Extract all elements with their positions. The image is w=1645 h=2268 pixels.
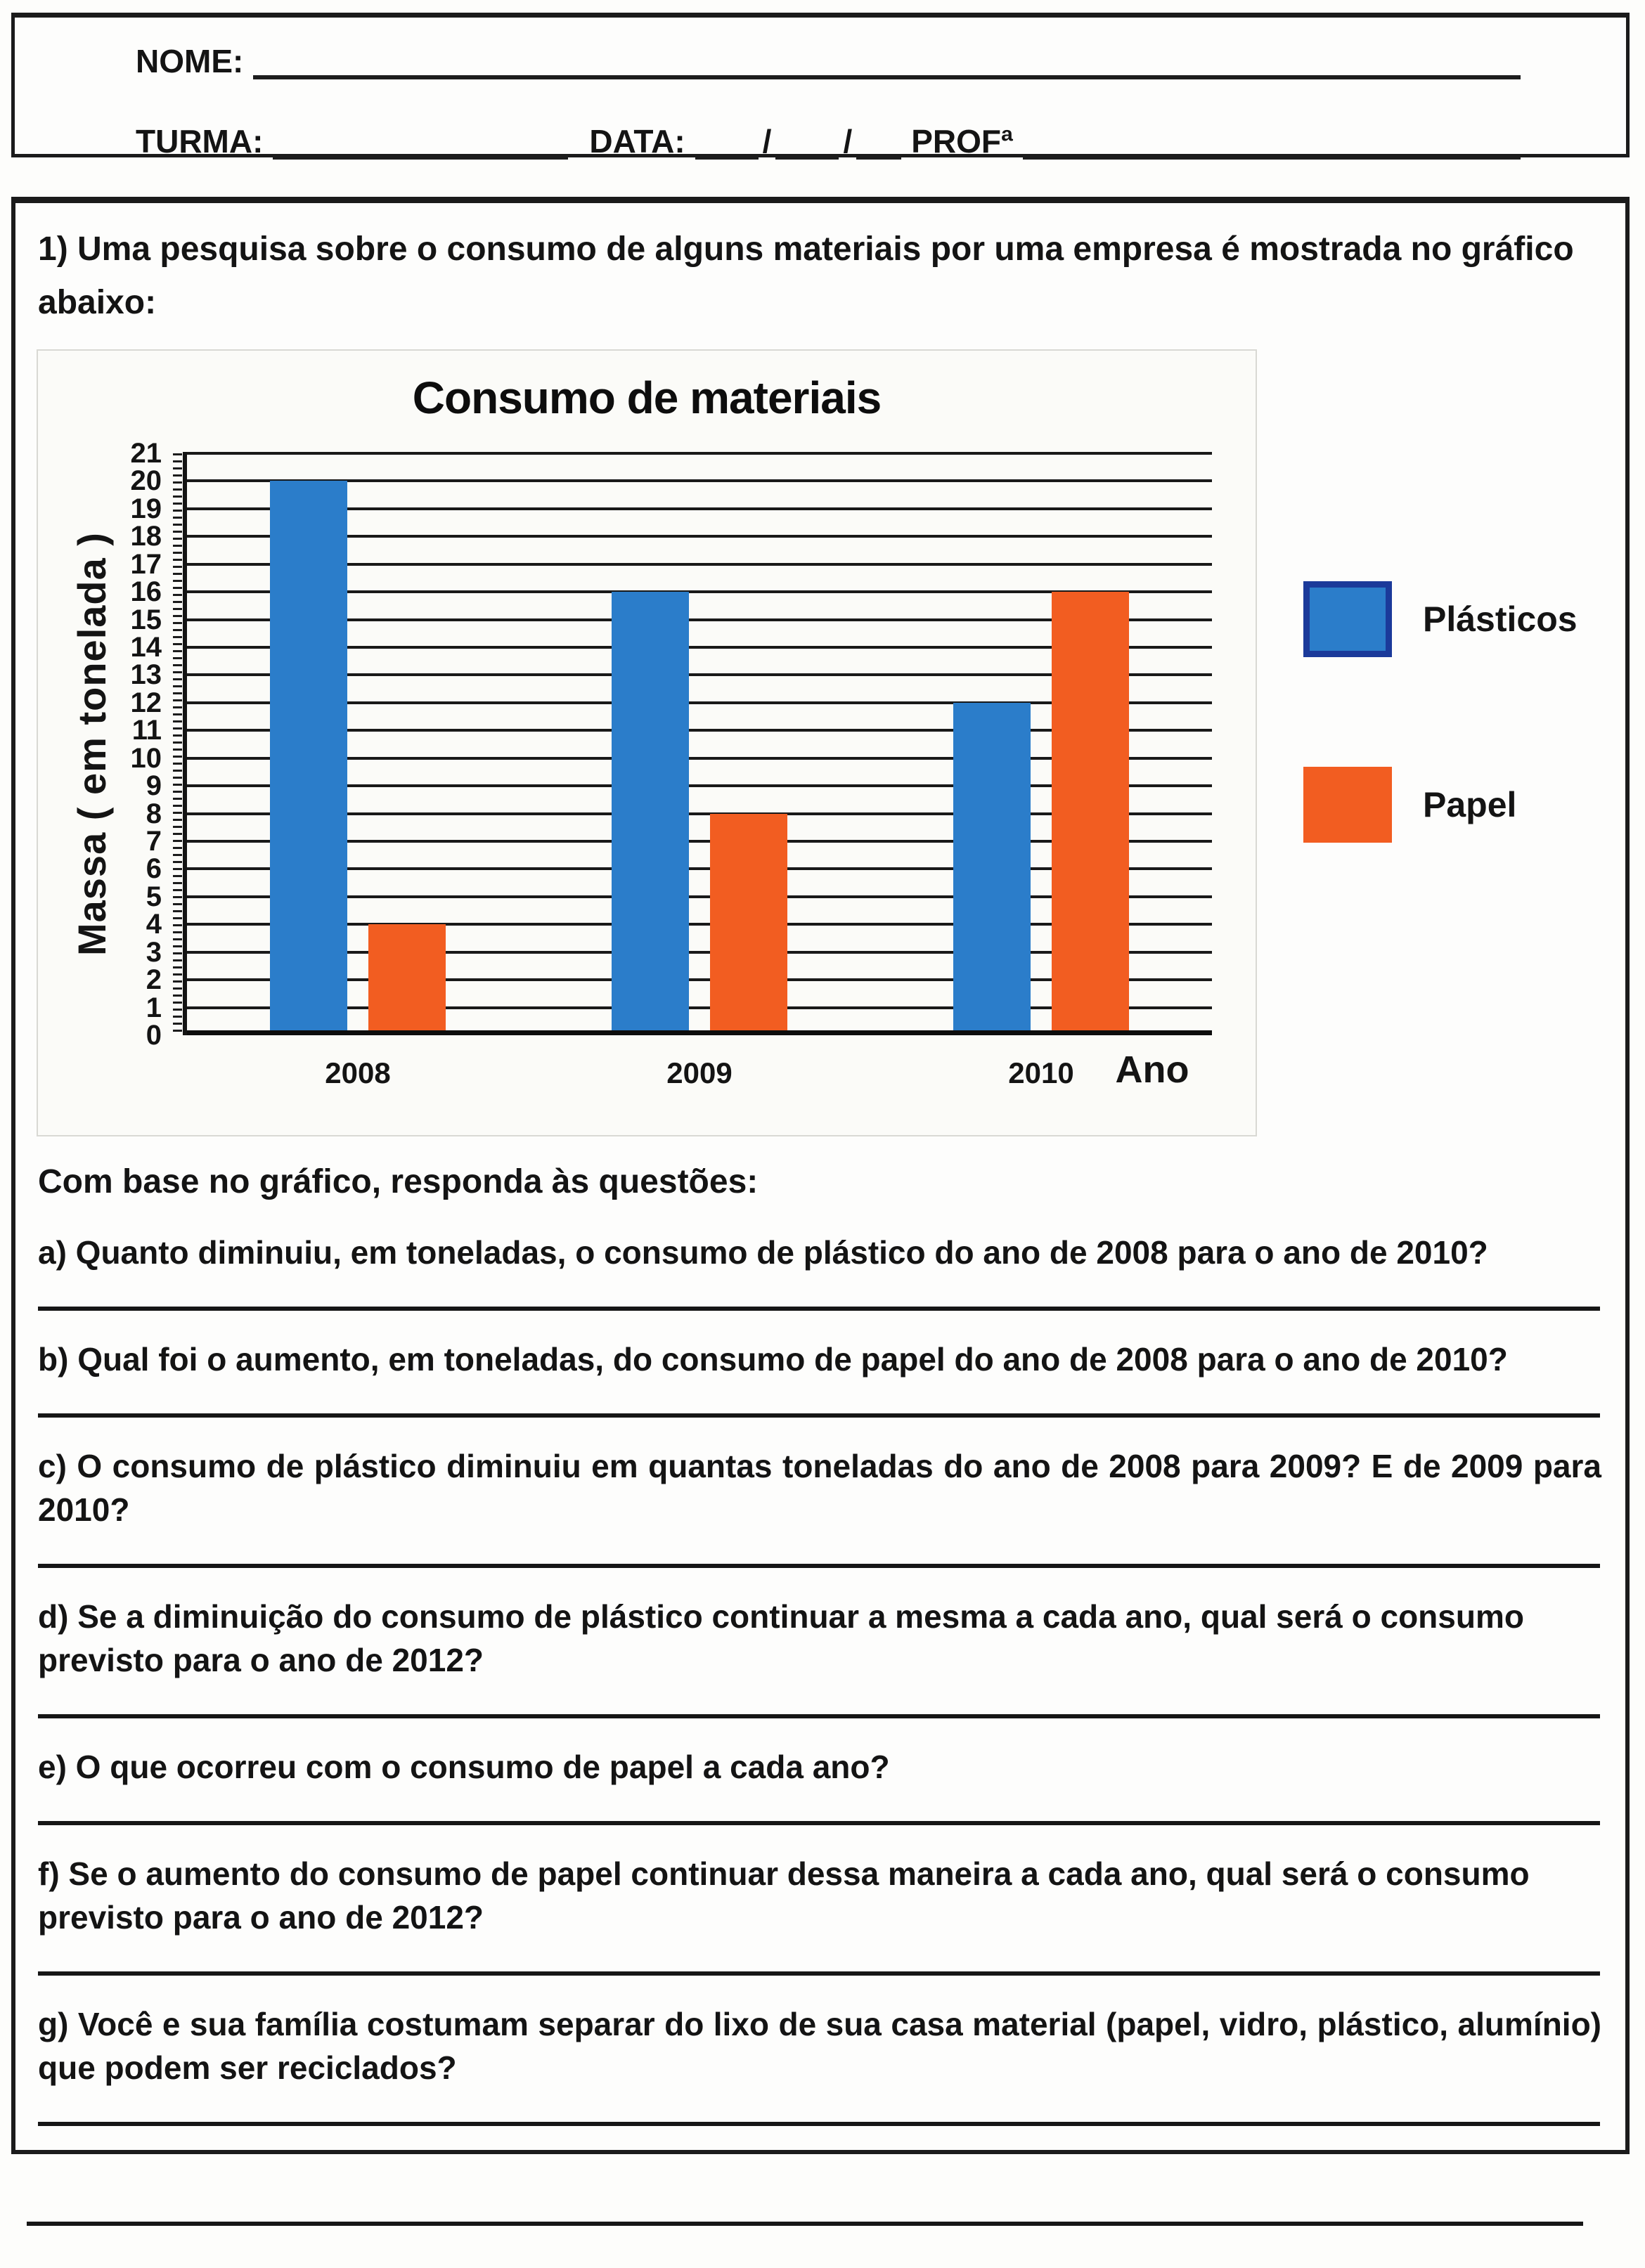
y-tick-label-2: 2 — [146, 964, 162, 996]
answer-line-b — [38, 1413, 1600, 1418]
y-tick-label-21: 21 — [130, 438, 162, 469]
y-tick-label-15: 15 — [130, 604, 162, 635]
y-tick-label-10: 10 — [130, 742, 162, 774]
bar-chart-figure — [37, 349, 1257, 1136]
name-blank-line — [253, 39, 1521, 79]
y-tick-label-16: 16 — [130, 576, 162, 608]
gridline-21 — [187, 452, 1212, 455]
x-axis-title: Ano — [1115, 1049, 1189, 1091]
y-tick-label-3: 3 — [146, 936, 162, 968]
name-row — [136, 39, 1521, 79]
y-axis-line — [183, 452, 187, 1035]
class-label: TURMA: — [136, 123, 264, 160]
x-tick-label-2008: 2008 — [325, 1056, 391, 1089]
y-tick-label-20: 20 — [130, 465, 162, 497]
question-g-text: g) Você e sua família costumam separar do lixo de sua casa material (papel, vidro, plástico, alumínio) que podem ser reciclados? — [38, 2006, 1601, 2086]
y-tick-label-5: 5 — [146, 881, 162, 912]
name-label: NOME: — [136, 43, 244, 79]
question-a-text: a) Quanto diminuiu, em toneladas, o consumo de plástico do ano de 2008 para o ano de 2010? — [38, 1234, 1488, 1271]
date-slash-1: / — [762, 123, 772, 160]
question-c-text: c) O consumo de plástico diminuiu em quantas toneladas do ano de 2008 para 2009? E de 2009 para 2010? — [38, 1448, 1601, 1528]
answer-line-e — [38, 1821, 1600, 1825]
legend-entry-plasticos — [1303, 581, 1604, 657]
y-tick-label-13: 13 — [130, 659, 162, 691]
legend-swatch-papel — [1303, 767, 1392, 843]
bar-papel-2008 — [368, 924, 445, 1035]
worksheet-page — [0, 13, 1645, 2268]
answer-line-a — [38, 1307, 1600, 1311]
class-blank-line — [273, 119, 568, 160]
plot-area — [130, 438, 1212, 1091]
student-header-box — [11, 13, 1630, 160]
y-tick-label-9: 9 — [146, 770, 162, 802]
legend-entry-papel — [1303, 767, 1604, 843]
y-tick-label-8: 8 — [146, 798, 162, 829]
question1-intro: 1) Uma pesquisa sobre o consumo de alguns materiais por uma empresa é mostrada no gráfico abaixo: — [38, 231, 1574, 321]
question-f-text: f) Se o aumento do consumo de papel continuar dessa maneira a cada ano, qual será o consumo previsto para o ano de 2012? — [38, 1855, 1530, 1936]
gridline-0 — [187, 1030, 1212, 1035]
date-day-blank — [695, 119, 759, 160]
y-tick-label-1: 1 — [146, 992, 162, 1023]
chart-section — [37, 349, 1604, 1136]
answer-line-d — [38, 1714, 1600, 1718]
bar-papel-2009 — [710, 814, 787, 1035]
x-tick-label-2010: 2010 — [1008, 1056, 1074, 1089]
y-tick-label-17: 17 — [130, 548, 162, 580]
y-tick-label-18: 18 — [130, 521, 162, 552]
chart-legend — [1257, 349, 1604, 1136]
y-tick-label-4: 4 — [146, 909, 162, 940]
y-tick-label-14: 14 — [130, 632, 162, 663]
date-label: DATA: — [589, 123, 685, 160]
y-axis-minor-ticks — [173, 453, 182, 1035]
x-tick-label-2009: 2009 — [666, 1056, 733, 1089]
question-d-text: d) Se a diminuição do consumo de plástico continuar a mesma a cada ano, qual será o consumo previsto para o ano de 2012? — [38, 1598, 1524, 1678]
bar-plasticos-2008 — [270, 481, 347, 1035]
answer-line-f — [38, 1971, 1600, 1976]
legend-label-plasticos: Plásticos — [1423, 600, 1578, 639]
answer-prompt: Com base no gráfico, responda às questões: — [38, 1163, 759, 1200]
legend-swatch-plasticos — [1303, 581, 1392, 657]
bar-plasticos-2009 — [612, 592, 688, 1035]
date-year-blank — [856, 119, 901, 160]
date-month-blank — [775, 119, 839, 160]
teacher-label: PROFª — [911, 123, 1014, 160]
bar-plasticos-2010 — [953, 703, 1030, 1035]
question-b-text: b) Qual foi o aumento, em toneladas, do consumo de papel do ano de 2008 para o ano de 2010? — [38, 1341, 1508, 1378]
y-axis-title: Massa ( em tonelada ) — [70, 532, 114, 957]
y-tick-label-19: 19 — [130, 493, 162, 524]
teacher-blank-line — [1023, 119, 1521, 160]
chart-title: Consumo de materiais — [412, 372, 882, 423]
y-tick-label-7: 7 — [146, 826, 162, 857]
class-date-row — [136, 119, 1521, 160]
y-tick-label-6: 6 — [146, 853, 162, 885]
y-tick-label-0: 0 — [146, 1020, 162, 1051]
footer-answer-line — [27, 2222, 1583, 2226]
date-slash-2: / — [843, 123, 853, 160]
exercise-box — [11, 197, 1630, 2154]
answer-line-c — [38, 1564, 1600, 1568]
question-e-text: e) O que ocorreu com o consumo de papel a cada ano? — [38, 1749, 890, 1785]
answer-line-g — [38, 2122, 1600, 2126]
y-tick-label-12: 12 — [130, 687, 162, 718]
bar-papel-2010 — [1052, 592, 1128, 1035]
legend-label-papel: Papel — [1423, 785, 1517, 824]
y-tick-label-11: 11 — [131, 715, 162, 746]
